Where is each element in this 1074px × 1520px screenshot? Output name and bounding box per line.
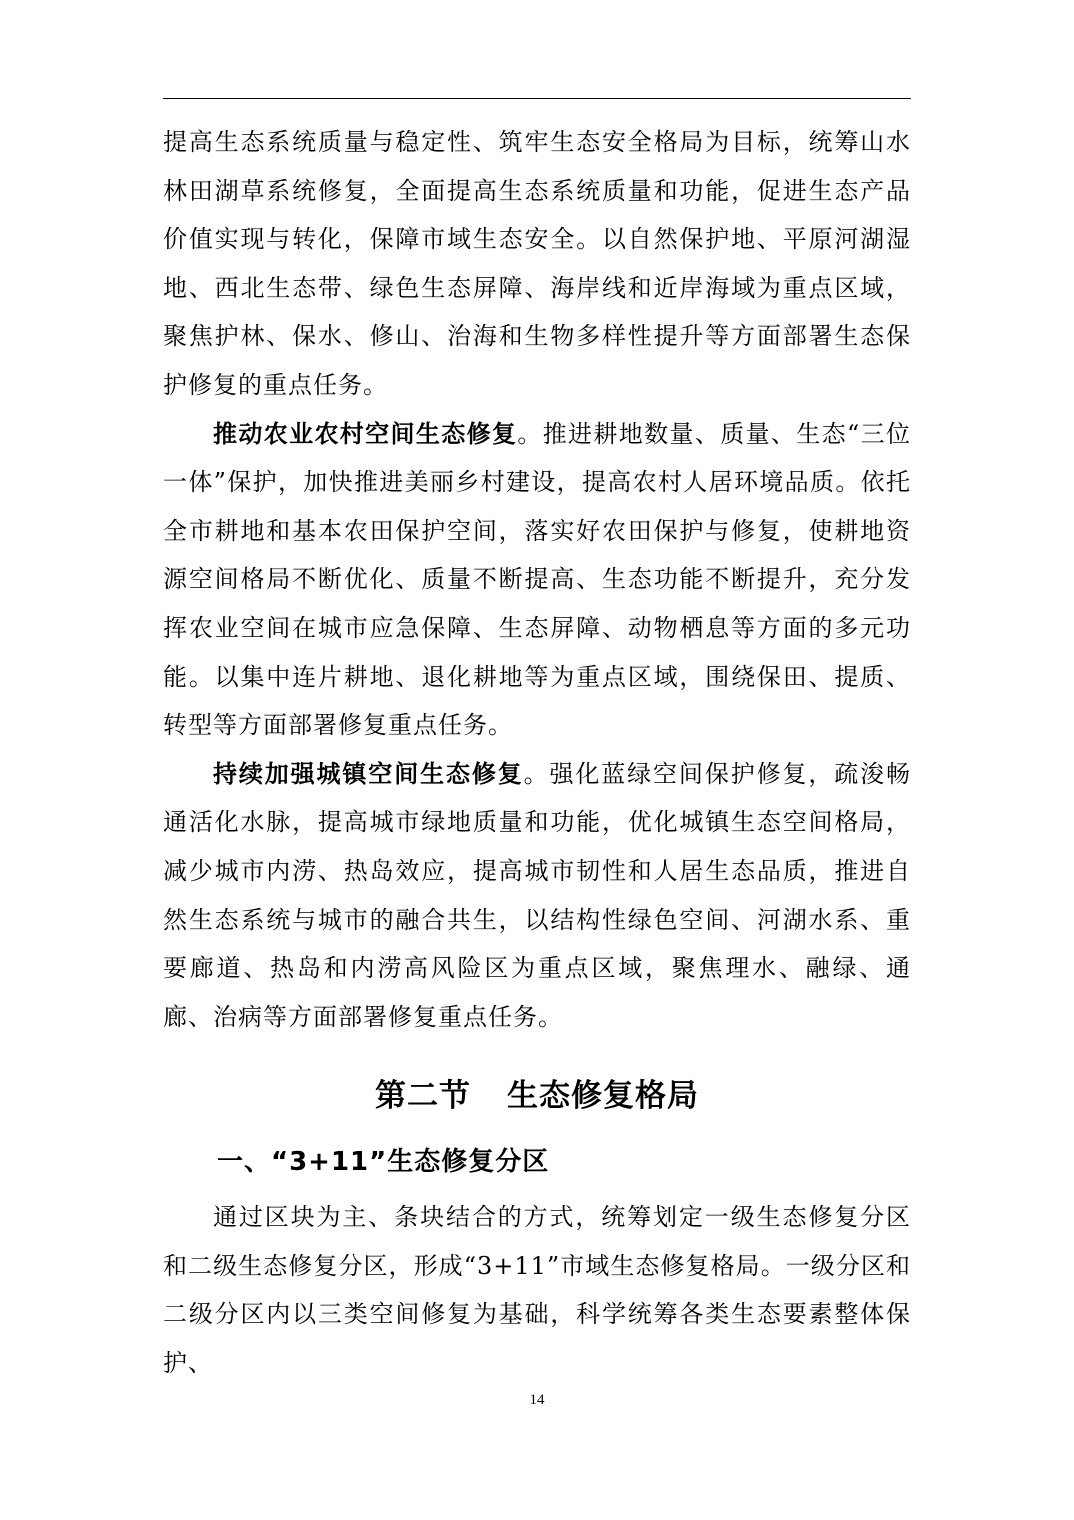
paragraph-text: 通过区块为主、条块结合的方式，统筹划定一级生态修复分区和二级生态修复分区，形成“3+11”市域生态修复格局。一级分区和二级分区内以三类空间修复为基础，科学统筹各类生态要素整体保护、 xyxy=(163,1203,911,1378)
paragraph-lead: 推动农业农村空间生态修复 xyxy=(213,419,518,448)
paragraph-text: 提高生态系统质量与稳定性、筑牢生态安全格局为目标，统筹山水林田湖草系统修复，全面提高生态系统质量和功能，促进生态产品价值实现与转化，保障市域生态安全。以自然保护地、平原河湖湿地、西北生态带、绿色生态屏障、海岸线和近岸海域为重点区域，聚焦护林、保水、修山、治海和生物多样性提升等方面部署生态保护修复的重点任务。 xyxy=(163,128,911,399)
section-title: 生态修复格局 xyxy=(507,1078,699,1115)
paragraph-zoning xyxy=(163,1193,911,1387)
subsection-heading: 一、“3+11”生态修复分区 xyxy=(217,1147,550,1178)
section-number: 第二节 xyxy=(375,1078,471,1115)
paragraph-urban-restoration xyxy=(163,750,911,1042)
paragraph-lead: 持续加强城镇空间生态修复 xyxy=(213,759,524,788)
paragraph-text: 。强化蓝绿空间保护修复，疏浚畅通活化水脉，提高城市绿地质量和功能，优化城镇生态空间格局，减少城市内涝、热岛效应，提高城市韧性和人居生态品质，推进自然生态系统与城市的融合共生，以结构性绿色空间、河湖水系、重要廊道、热岛和内涝高风险区为重点区域，聚焦理水、融绿、通廊、治病等方面部署修复重点任务。 xyxy=(163,759,912,1031)
document-body xyxy=(163,118,911,1388)
header-rule xyxy=(163,98,911,99)
paragraph-text: 。推进耕地数量、质量、生态“三位一体”保护，加快推进美丽乡村建设，提高农村人居环境品质。依托全市耕地和基本农田保护空间，落实好农田保护与修复，使耕地资源空间格局不断优化、质量不断提高、生态功能不断提升，充分发挥农业空间在城市应急保障、生态屏障、动物栖息等方面的多元功能。以集中连片耕地、退化耕地等为重点区域，围绕保田、提质、转型等方面部署修复重点任务。 xyxy=(163,419,911,740)
section-heading xyxy=(163,1061,911,1131)
paragraph-agricultural-restoration xyxy=(163,410,911,750)
page-number: 14 xyxy=(529,1392,545,1408)
paragraph-continuation xyxy=(163,118,911,410)
